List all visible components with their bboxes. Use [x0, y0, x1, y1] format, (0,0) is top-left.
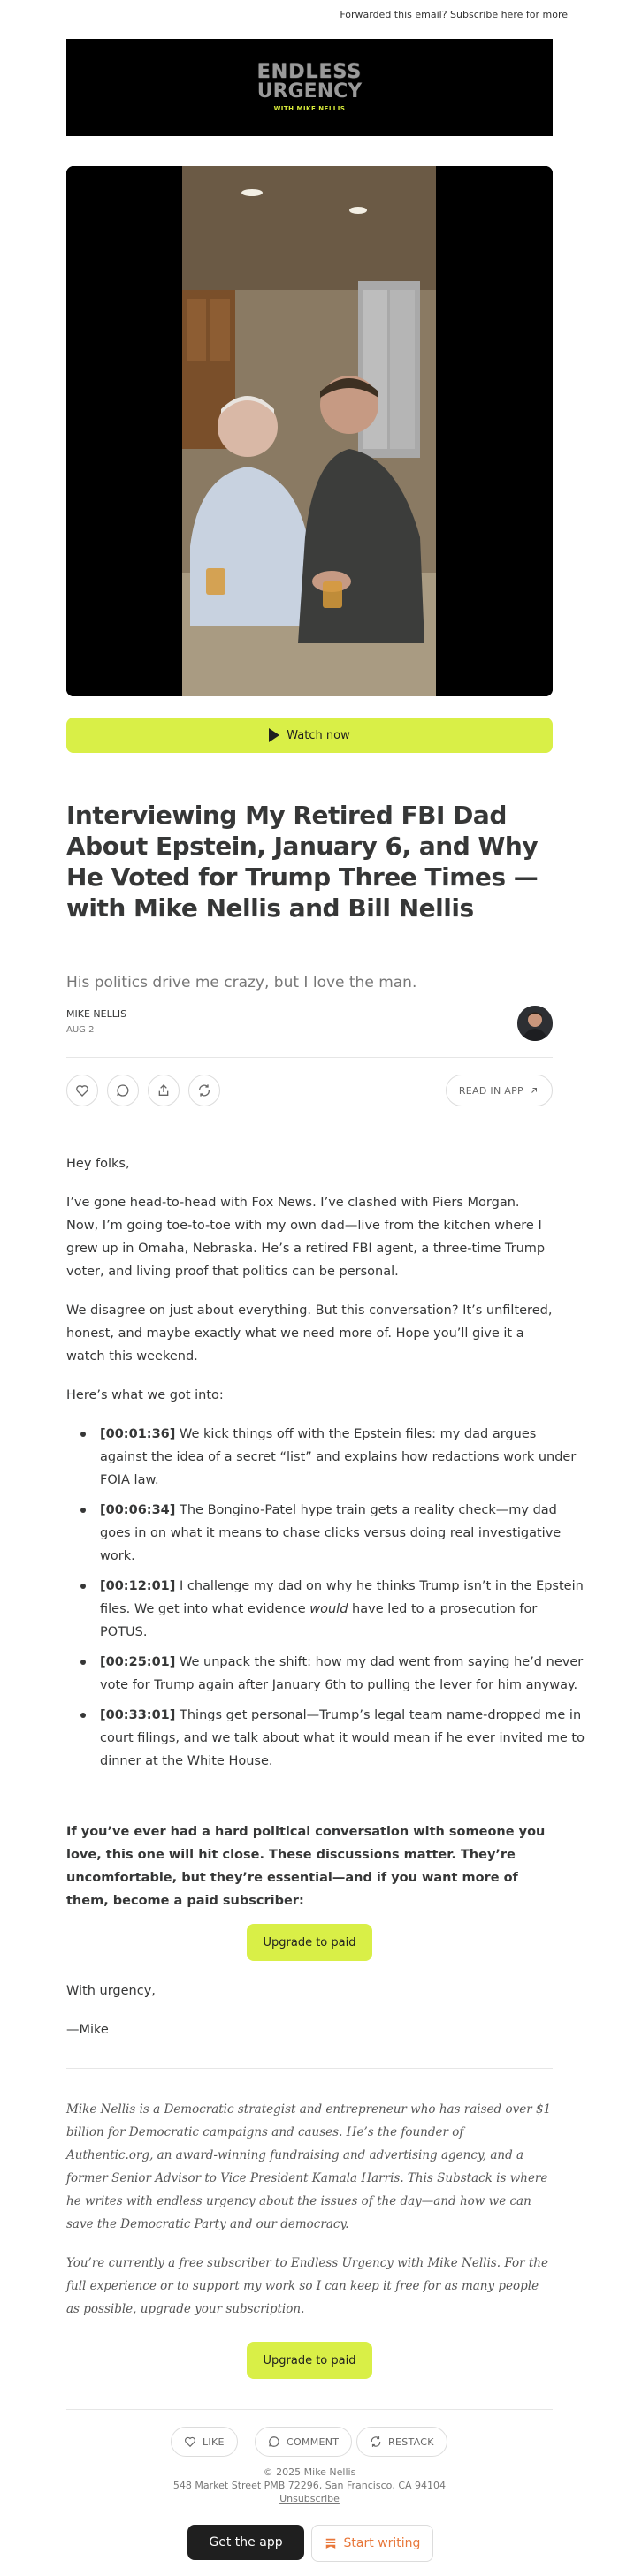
list-item: [100, 1575, 586, 1644]
author-avatar[interactable]: [517, 1006, 553, 1041]
list-item-text: We kick things off with the Epstein files: my dad argues against the idea of a secret “list” and explains how redactions work under FOIA law.: [100, 1427, 577, 1487]
video-frame-illustration: [66, 166, 553, 696]
publication-banner[interactable]: [66, 39, 553, 136]
logo-line-1: ENDLESS: [256, 61, 363, 83]
divider: [66, 2068, 553, 2069]
list-item-text: The Bongino-Patel hype train gets a reality check—my dad goes in on what it means to chase clicks versus doing real investigative work.: [100, 1503, 562, 1563]
substack-icon: [325, 2537, 337, 2549]
start-writing-button[interactable]: [311, 2525, 433, 2562]
watch-now-button[interactable]: [66, 718, 553, 753]
share-button[interactable]: [148, 1075, 180, 1106]
post-title[interactable]: Interviewing My Retired FBI Dad About Epstein, January 6, and Why He Voted for Trump Three Times — with Mike Nellis and Bill Nellis: [66, 801, 539, 923]
upgrade-label-2: Upgrade to paid: [263, 2353, 356, 2367]
footer-comment-label: COMMENT: [287, 2435, 340, 2448]
arrow-up-right-icon: [529, 1085, 539, 1096]
list-item-text: We unpack the shift: how my dad went from saying he’d never vote for Trump again after January 6th to pulling the lever for him anyway.: [100, 1655, 584, 1692]
list-item-text: I challenge my dad on why he thinks Trump isn’t in the Epstein files. We get into what evidence: [100, 1579, 584, 1616]
list-item: [100, 1499, 586, 1568]
divider: [66, 1057, 553, 1058]
get-app-label: Get the app: [209, 2535, 283, 2549]
cta-paragraph: If you’ve ever had a hard political conversation with someone you love, this one will hit close. These discussions matter. They’re uncomfortable, but they’re essential—and if you want more of them, become a paid subscriber:: [66, 1825, 546, 1908]
watch-now-label: Watch now: [287, 728, 350, 742]
start-writing-label: Start writing: [343, 2536, 421, 2550]
footer-address: 548 Market Street PMB 72296, San Francisco, CA 94104: [172, 2480, 447, 2491]
timestamp: [00:25:01]: [100, 1655, 176, 1669]
post-date: AUG 2: [66, 1025, 95, 1035]
upgrade-label: Upgrade to paid: [263, 1935, 356, 1949]
footer-like-button[interactable]: [171, 2427, 238, 2457]
play-icon: [269, 728, 279, 742]
restack-icon: [370, 2435, 382, 2448]
restack-button[interactable]: [188, 1075, 220, 1106]
footer-comment-button[interactable]: [255, 2427, 352, 2457]
author-bio: Mike Nellis is a Democratic strategist and entrepreneur who has raised over $1 billion for Democratic campaigns and causes. He’s the founder of Authentic.org, an award-winning fundraising and advertising agency, and a former Senior Advisor to Vice President Kamala Harris. This Substack is where he writes with endless urgency about the issues of the day—and how we can save the Democratic Party and our democracy.: [66, 2102, 552, 2231]
paragraph-1: I’ve gone head-to-head with Fox News. I’ve clashed with Piers Morgan. Now, I’m going toe-to-toe with my own dad—live from the kitchen where I grew up in Omaha, Nebraska. He’s a retired FBI agent, a three-time Trump voter, and living proof that politics can be personal.: [66, 1196, 546, 1279]
avatar-illustration: [517, 1006, 553, 1041]
timestamp: [00:01:36]: [100, 1427, 176, 1441]
timestamp: [00:06:34]: [100, 1503, 176, 1517]
upgrade-button[interactable]: [247, 1924, 372, 1961]
timestamp: [00:12:01]: [100, 1579, 176, 1593]
video-thumbnail[interactable]: [66, 166, 553, 696]
timestamp: [00:33:01]: [100, 1708, 176, 1722]
like-button[interactable]: [66, 1075, 98, 1106]
forwarded-text: Forwarded this email?: [340, 9, 447, 20]
list-item: [100, 1704, 586, 1773]
footer-copyright: © 2025 Mike Nellis: [263, 2466, 356, 2478]
signoff-line-1: With urgency,: [66, 1984, 156, 1998]
list-item: [100, 1423, 586, 1492]
paragraph-2: We disagree on just about everything. But this conversation? It’s unfiltered, honest, and maybe exactly what we need more of. Hope you’ll give it a watch this weekend.: [66, 1303, 553, 1364]
share-icon: [157, 1083, 171, 1098]
free-subscriber-note: You’re currently a free subscriber to Endless Urgency with Mike Nellis. For the full experience or to support my work so I can keep it free for as many people as possible, upgrade your subscription.: [66, 2256, 548, 2316]
author-name[interactable]: MIKE NELLIS: [66, 1008, 127, 1020]
post-subtitle: His politics drive me crazy, but I love the man.: [66, 974, 417, 992]
paragraph-3: Here’s what we got into:: [66, 1388, 224, 1402]
subscribe-link[interactable]: Subscribe here: [450, 9, 523, 20]
list-item: [100, 1651, 586, 1697]
heart-icon: [184, 2435, 196, 2448]
upgrade-button-2[interactable]: [247, 2342, 372, 2379]
comment-icon: [116, 1083, 130, 1098]
forwarded-line: [340, 9, 568, 20]
timestamp-list: [66, 1423, 586, 1780]
logo-line-3: WITH MIKE NELLIS: [273, 105, 346, 112]
heart-icon: [75, 1083, 89, 1098]
list-item-text: Things get personal—Trump’s legal team name-dropped me in court filings, and we talk about what it would mean if he ever invited me to dinner at the White House.: [100, 1708, 585, 1768]
comment-icon: [268, 2435, 280, 2448]
comment-button[interactable]: [107, 1075, 139, 1106]
footer-restack-label: RESTACK: [388, 2435, 434, 2448]
signoff-line-2: —Mike: [66, 2023, 109, 2037]
divider: [66, 2409, 553, 2410]
footer-like-label: LIKE: [203, 2435, 225, 2448]
greeting: Hey folks,: [66, 1157, 130, 1171]
unsubscribe-link[interactable]: Unsubscribe: [279, 2493, 340, 2504]
forwarded-suffix: for more: [525, 9, 568, 20]
logo-line-2: URGENCY: [256, 80, 363, 103]
post-actions: [66, 1075, 553, 1106]
list-item-emphasis: would: [310, 1602, 348, 1616]
read-in-app-label: READ IN APP: [458, 1084, 523, 1097]
get-app-button[interactable]: [187, 2525, 304, 2560]
footer-restack-button[interactable]: [356, 2427, 447, 2457]
list-item-text: have led to a prosecution for POTUS.: [100, 1602, 538, 1639]
restack-icon: [197, 1083, 211, 1098]
read-in-app-button[interactable]: [446, 1075, 553, 1106]
